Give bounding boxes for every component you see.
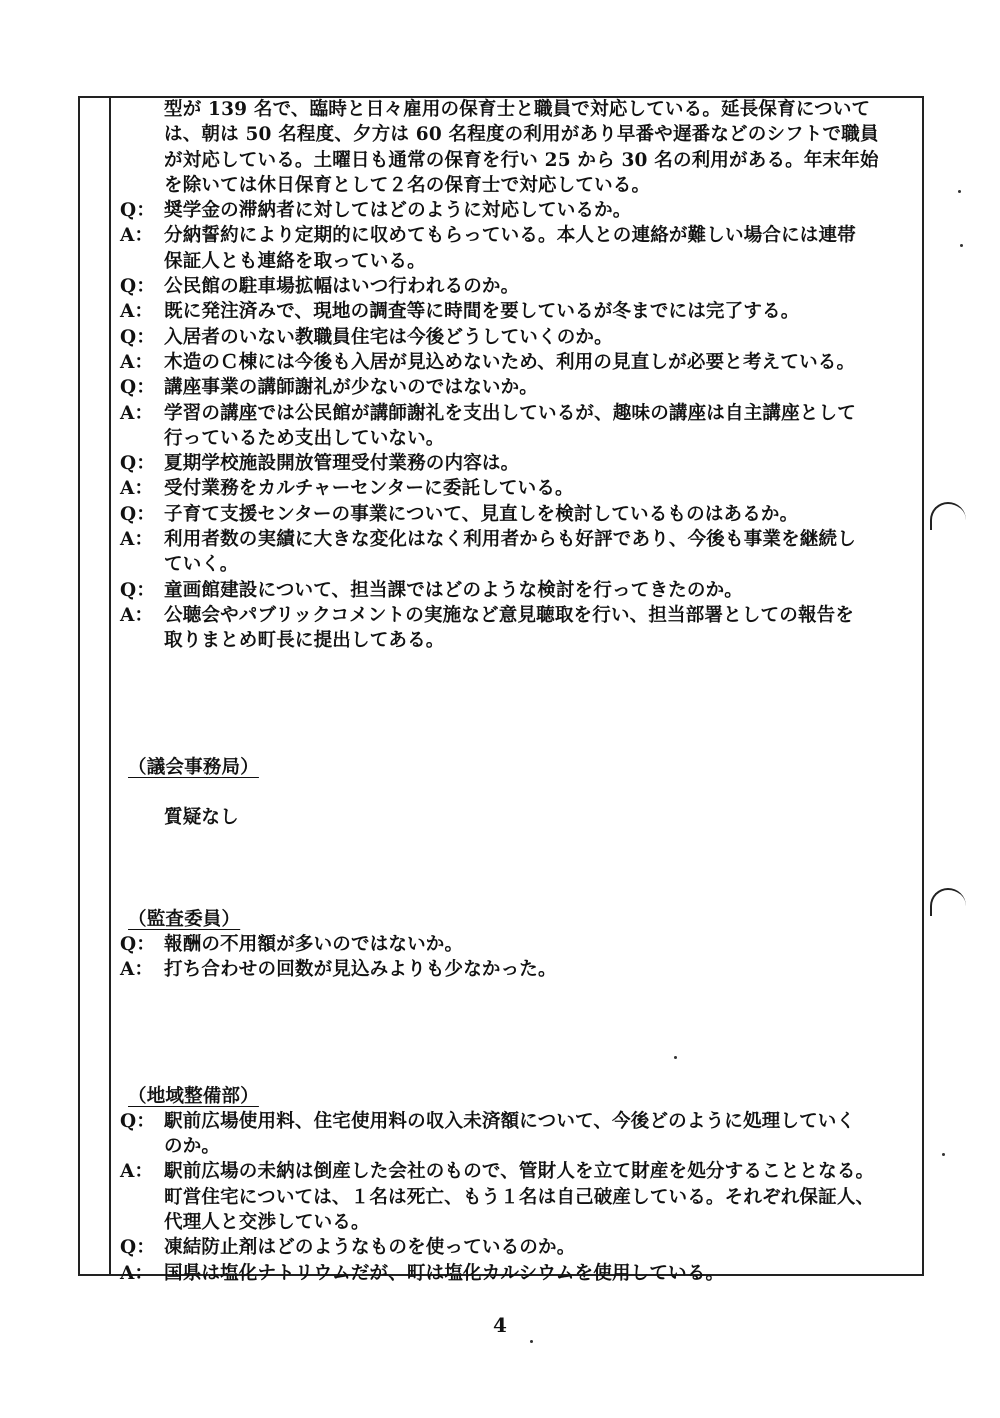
section-chiiki <box>120 1084 920 1286</box>
qa-marker: A： <box>120 604 154 626</box>
qa-item <box>120 325 920 350</box>
qa-list <box>120 1109 920 1286</box>
qa-item <box>120 1159 920 1184</box>
qa-marker: A： <box>120 225 154 247</box>
text-line: を除いては休日保育として２名の保育士で対応している。 <box>164 174 651 196</box>
qa-item <box>120 1109 920 1134</box>
qa-marker <box>120 552 164 577</box>
qa-continuation-line <box>120 249 920 274</box>
qa-list <box>120 932 920 983</box>
qa-marker: Q： <box>120 326 156 348</box>
qa-item <box>120 476 920 501</box>
qa-item <box>120 578 920 603</box>
qa-marker <box>120 1134 164 1159</box>
qa-text: 代理人と交渉している。 <box>164 1212 370 1234</box>
qa-marker: A： <box>120 529 154 551</box>
qa-marker: A： <box>120 351 154 373</box>
qa-text: 行っているため支出していない。 <box>164 427 445 449</box>
qa-item <box>120 1261 920 1286</box>
qa-list <box>120 198 920 653</box>
qa-text: 報酬の不用額が多いのではないか。 <box>164 933 464 955</box>
qa-marker: Q： <box>120 579 156 601</box>
qa-item <box>120 198 920 223</box>
intro-paragraph <box>120 97 920 198</box>
qa-continuation-line <box>120 552 920 577</box>
qa-marker: A： <box>120 402 154 424</box>
binder-hole-mark <box>930 888 966 916</box>
qa-text: 駅前広場の未納は倒産した会社のもので、管財人を立て財産を処分することとなる。 <box>164 1161 875 1183</box>
qa-text: 童画館建設について、担当課ではどのような検討を行ってきたのか。 <box>164 579 743 601</box>
qa-item <box>120 401 920 426</box>
qa-text: 駅前広場使用料、住宅使用料の収入未済額について、今後どのように処理していく <box>164 1110 856 1132</box>
qa-marker <box>120 628 164 653</box>
section-heading: （議会事務局） <box>128 756 259 778</box>
qa-item <box>120 1235 920 1260</box>
section-body-text: 質疑なし <box>164 807 239 829</box>
section-heading: （地域整備部） <box>128 1085 259 1107</box>
scan-speck <box>530 1340 533 1343</box>
qa-item <box>120 375 920 400</box>
qa-text: 入居者のいない教職員住宅は今後どうしていくのか。 <box>164 326 613 348</box>
document-body <box>120 97 920 1286</box>
frame-left-inner-border <box>109 96 111 1276</box>
qa-marker: Q： <box>120 377 156 399</box>
qa-item <box>120 502 920 527</box>
qa-marker: A： <box>120 1262 154 1284</box>
qa-item <box>120 932 920 957</box>
qa-text: 分納誓約により定期的に収めてもらっている。本人との連絡が難しい場合には連帯 <box>164 225 856 247</box>
qa-text: 打ち合わせの回数が見込みよりも少なかった。 <box>164 959 557 981</box>
qa-text: 既に発注済みで、現地の調査等に時間を要しているが冬までには完了する。 <box>164 301 800 323</box>
qa-continuation-line <box>120 1210 920 1235</box>
qa-text: 保証人とも連絡を取っている。 <box>164 250 426 272</box>
qa-marker <box>120 249 164 274</box>
qa-text: 受付業務をカルチャーセンターに委託している。 <box>164 478 574 500</box>
qa-continuation-line <box>120 426 920 451</box>
qa-marker: Q： <box>120 1237 156 1259</box>
qa-marker <box>120 426 164 451</box>
qa-marker: A： <box>120 301 154 323</box>
qa-text: 講座事業の講師謝礼が少ないのではないか。 <box>164 377 539 399</box>
qa-item <box>120 350 920 375</box>
qa-marker: Q： <box>120 200 156 222</box>
qa-marker: Q： <box>120 453 156 475</box>
qa-marker: Q： <box>120 1110 156 1132</box>
qa-item <box>120 299 920 324</box>
qa-text: 取りまとめ町長に提出してある。 <box>164 630 445 652</box>
page-number: 4 <box>493 1313 507 1337</box>
qa-item <box>120 603 920 628</box>
qa-marker <box>120 1185 164 1210</box>
qa-continuation-line <box>120 628 920 653</box>
qa-continuation-line <box>120 1134 920 1159</box>
qa-marker: A： <box>120 478 154 500</box>
qa-text: 夏期学校施設開放管理受付業務の内容は。 <box>164 453 520 475</box>
text-line: が対応している。土曜日も通常の保育を行い 25 から 30 名の利用がある。年末年始 <box>164 149 879 171</box>
qa-item <box>120 223 920 248</box>
qa-marker <box>120 1210 164 1235</box>
qa-marker: Q： <box>120 276 156 298</box>
qa-item <box>120 957 920 982</box>
qa-marker: A： <box>120 959 154 981</box>
qa-text: 公民館の駐車場拡幅はいつ行われるのか。 <box>164 276 520 298</box>
qa-continuation-line <box>120 1185 920 1210</box>
qa-item <box>120 451 920 476</box>
qa-marker: A： <box>120 1161 154 1183</box>
qa-text: 公聴会やパブリックコメントの実施など意見聴取を行い、担当部署としての報告を <box>164 604 855 626</box>
qa-text: 木造のＣ棟には今後も入居が見込めないため、利用の見直しが必要と考えている。 <box>164 351 856 373</box>
section-kansa <box>120 907 920 983</box>
qa-text: 子育て支援センターの事業について、見直しを検討しているものはあるか。 <box>164 503 799 525</box>
text-line: は、朝は 50 名程度、夕方は 60 名程度の利用があり早番や遅番などのシフトで職員 <box>164 124 879 146</box>
section-heading: （監査委員） <box>128 908 241 930</box>
frame-left-outer-border <box>78 96 80 1276</box>
qa-item <box>120 527 920 552</box>
text-line: 型が 139 名で、臨時と日々雇用の保育士と職員で対応している。延長保育について <box>164 99 871 120</box>
qa-text: ていく。 <box>164 554 239 576</box>
qa-text: 国県は塩化ナトリウムだが、町は塩化カルシウムを使用している。 <box>164 1262 725 1284</box>
scan-speck <box>958 190 961 193</box>
qa-text: 凍結防止剤はどのようなものを使っているのか。 <box>164 1237 576 1259</box>
qa-text: 奨学金の滞納者に対してはどのように対応しているか。 <box>164 200 632 222</box>
qa-marker: Q： <box>120 933 156 955</box>
frame-right-border <box>922 96 924 1276</box>
qa-item <box>120 274 920 299</box>
qa-text: 町営住宅については、１名は死亡、もう１名は自己破産している。それぞれ保証人、 <box>164 1186 875 1208</box>
qa-text: 利用者数の実績に大きな変化はなく利用者からも好評であり、今後も事業を継続し <box>164 529 856 551</box>
binder-hole-mark <box>930 502 966 530</box>
section-gikai <box>120 755 920 831</box>
qa-text: のか。 <box>164 1136 221 1158</box>
scan-speck <box>942 1153 945 1156</box>
qa-text: 学習の講座では公民館が講師謝礼を支出しているが、趣味の講座は自主講座として <box>164 402 856 424</box>
qa-marker: Q： <box>120 503 156 525</box>
scan-speck <box>960 244 963 247</box>
